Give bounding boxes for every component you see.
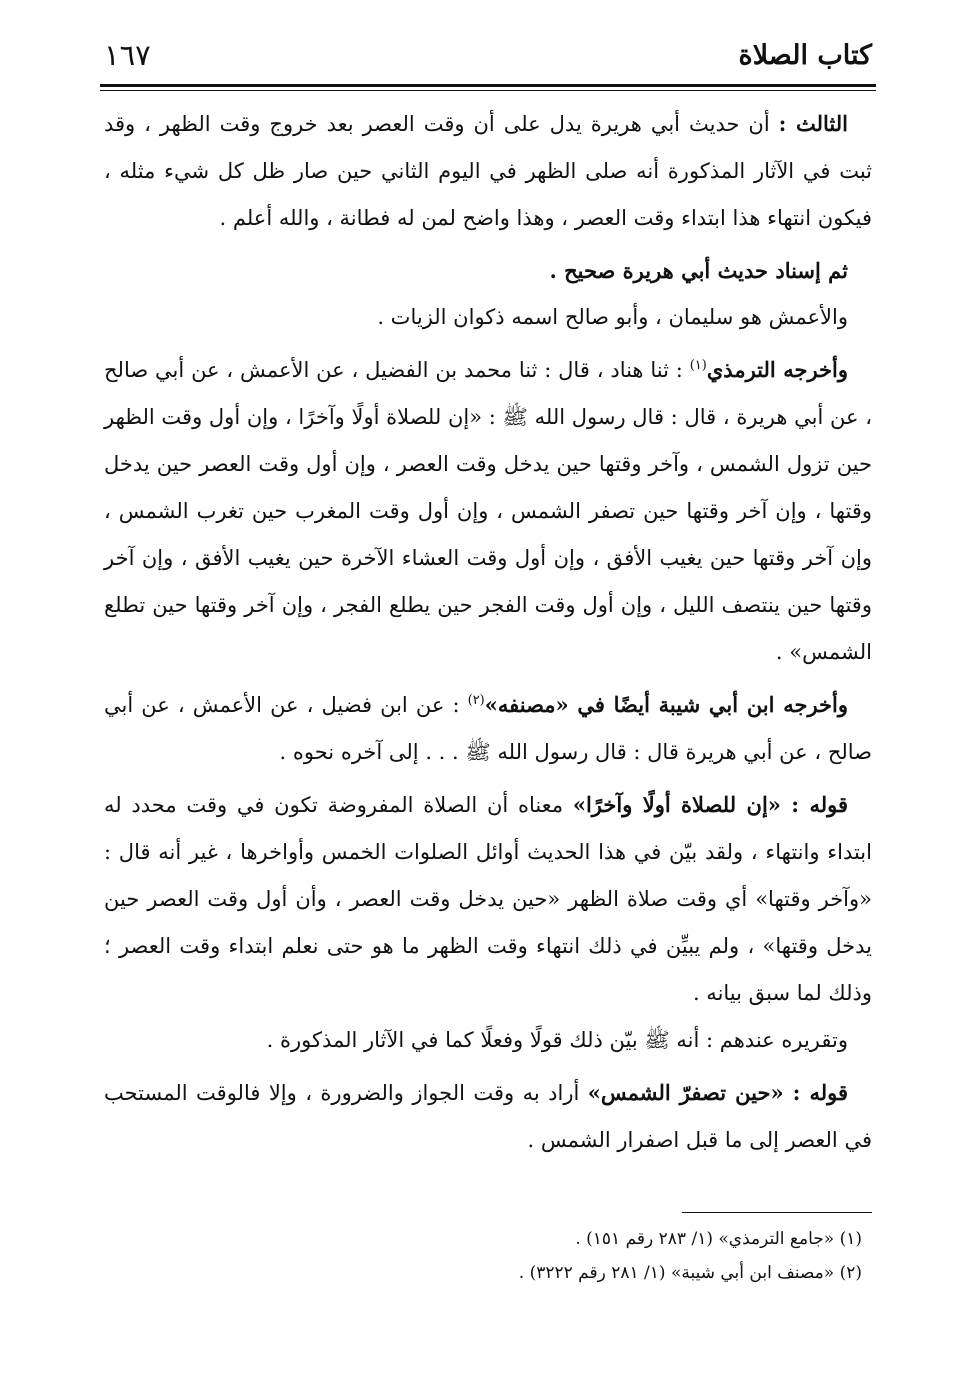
paragraph-lead: وأخرجه ابن أبي شيبة أيضًا في «مصنفه»	[484, 692, 848, 717]
footnotes	[104, 1222, 872, 1290]
running-title: كتاب الصلاة	[738, 40, 872, 71]
paragraph-text: معناه أن الصلاة المفروضة تكون في وقت محدد له ابتداء وانتهاء ، ولقد بيّن في هذا الحديث أوائل الصلوات الخمس وأواخرها ، غير أنه قال : «وآخر وقتها» أي وقت صلاة الظهر «حين يدخل وقت العصر ، وأن أول وقت العصر حين يدخل وقتها» ، ولم يبيِّن في ذلك انتهاء وقت الظهر ما هو حتى نعلم ابتداء وقت العصر ؛ وذلك لما سبق بيانه .	[104, 793, 872, 1005]
footnote-1: (١) «جامع الترمذي» (١/ ٢٨٣ رقم ١٥١) .	[575, 1229, 862, 1249]
footnote-separator	[682, 1212, 872, 1213]
paragraph-text: : ثنا هناد ، قال : ثنا محمد بن الفضيل ، عن الأعمش ، عن أبي صالح ، عن أبي هريرة ، قال : قال رسول الله ﷺ : «إن للصلاة أولًا وآخرًا ، وإن أول وقت الظهر حين تزول الشمس ، وآخر وقتها حين يدخل وقت العصر ، وإن أول وقت العصر حين يدخل وقتها ، وإن آخر وقتها حين تصفر الشمس ، وإن أول وقت المغرب حين تغرب الشمس ، وإن آخر وقتها حين يغيب الأفق ، وإن أول وقت العشاء الآخرة حين يغيب الأفق ، وإن آخر وقتها حين ينتصف الليل ، وإن أول وقت الفجر حين يطلع الفجر ، وإن آخر وقتها حين تطلع الشمس» .	[104, 358, 872, 664]
paragraph-tirmidhi	[104, 346, 872, 676]
header-rule	[100, 84, 876, 87]
paragraph-lead: قوله : «إن للصلاة أولًا وآخرًا»	[572, 792, 848, 817]
paragraph-commentary-1	[104, 781, 872, 1017]
footnote-ref-1: (١)	[689, 358, 707, 373]
paragraph-isnad-sahih: ثم إسناد حديث أبي هريرة صحيح .	[549, 258, 848, 283]
paragraph-text: : عن ابن فضيل ، عن الأعمش ، عن أبي صالح ، عن أبي هريرة قال : قال رسول الله ﷺ . . . إلى آخره نحوه .	[104, 693, 872, 764]
page-number: ١٦٧	[104, 38, 151, 72]
paragraph-text: أن حديث أبي هريرة يدل على أن وقت العصر بعد خروج وقت الظهر ، وقد ثبت في الآثار المذكورة أنه صلى الظهر في اليوم الثاني حين صار ظل كل شيء مثله ، فيكون انتهاء هذا ابتداء وقت العصر ، وهذا واضح لمن له فطانة ، والله أعلم .	[104, 112, 872, 230]
header-rule-thin	[100, 90, 876, 91]
paragraph-lead: وأخرجه الترمذي	[706, 357, 848, 382]
paragraph-taqrir: وتقريره عندهم : أنه ﷺ بيّن ذلك قولًا وفعلًا كما في الآثار المذكورة .	[266, 1028, 848, 1052]
paragraph-ibn-abi-shayba	[104, 681, 872, 776]
paragraph-commentary-2	[104, 1069, 872, 1164]
paragraph-third-point	[104, 100, 872, 242]
main-text	[104, 100, 872, 1164]
paragraph-narrators: والأعمش هو سليمان ، وأبو صالح اسمه ذكوان الزيات .	[377, 305, 848, 329]
page-header	[100, 36, 876, 82]
footnote-ref-2: (٢)	[467, 693, 485, 708]
footnote-2: (٢) «مصنف ابن أبي شيبة» (١/ ٢٨١ رقم ٣٢٢٢) .	[518, 1263, 862, 1283]
paragraph-text: أراد به وقت الجواز والضرورة ، وإلا فالوقت المستحب في العصر إلى ما قبل اصفرار الشمس .	[104, 1081, 872, 1152]
paragraph-lead: قوله : «حين تصفرّ الشمس»	[587, 1080, 849, 1105]
paragraph-lead: الثالث :	[778, 111, 849, 136]
